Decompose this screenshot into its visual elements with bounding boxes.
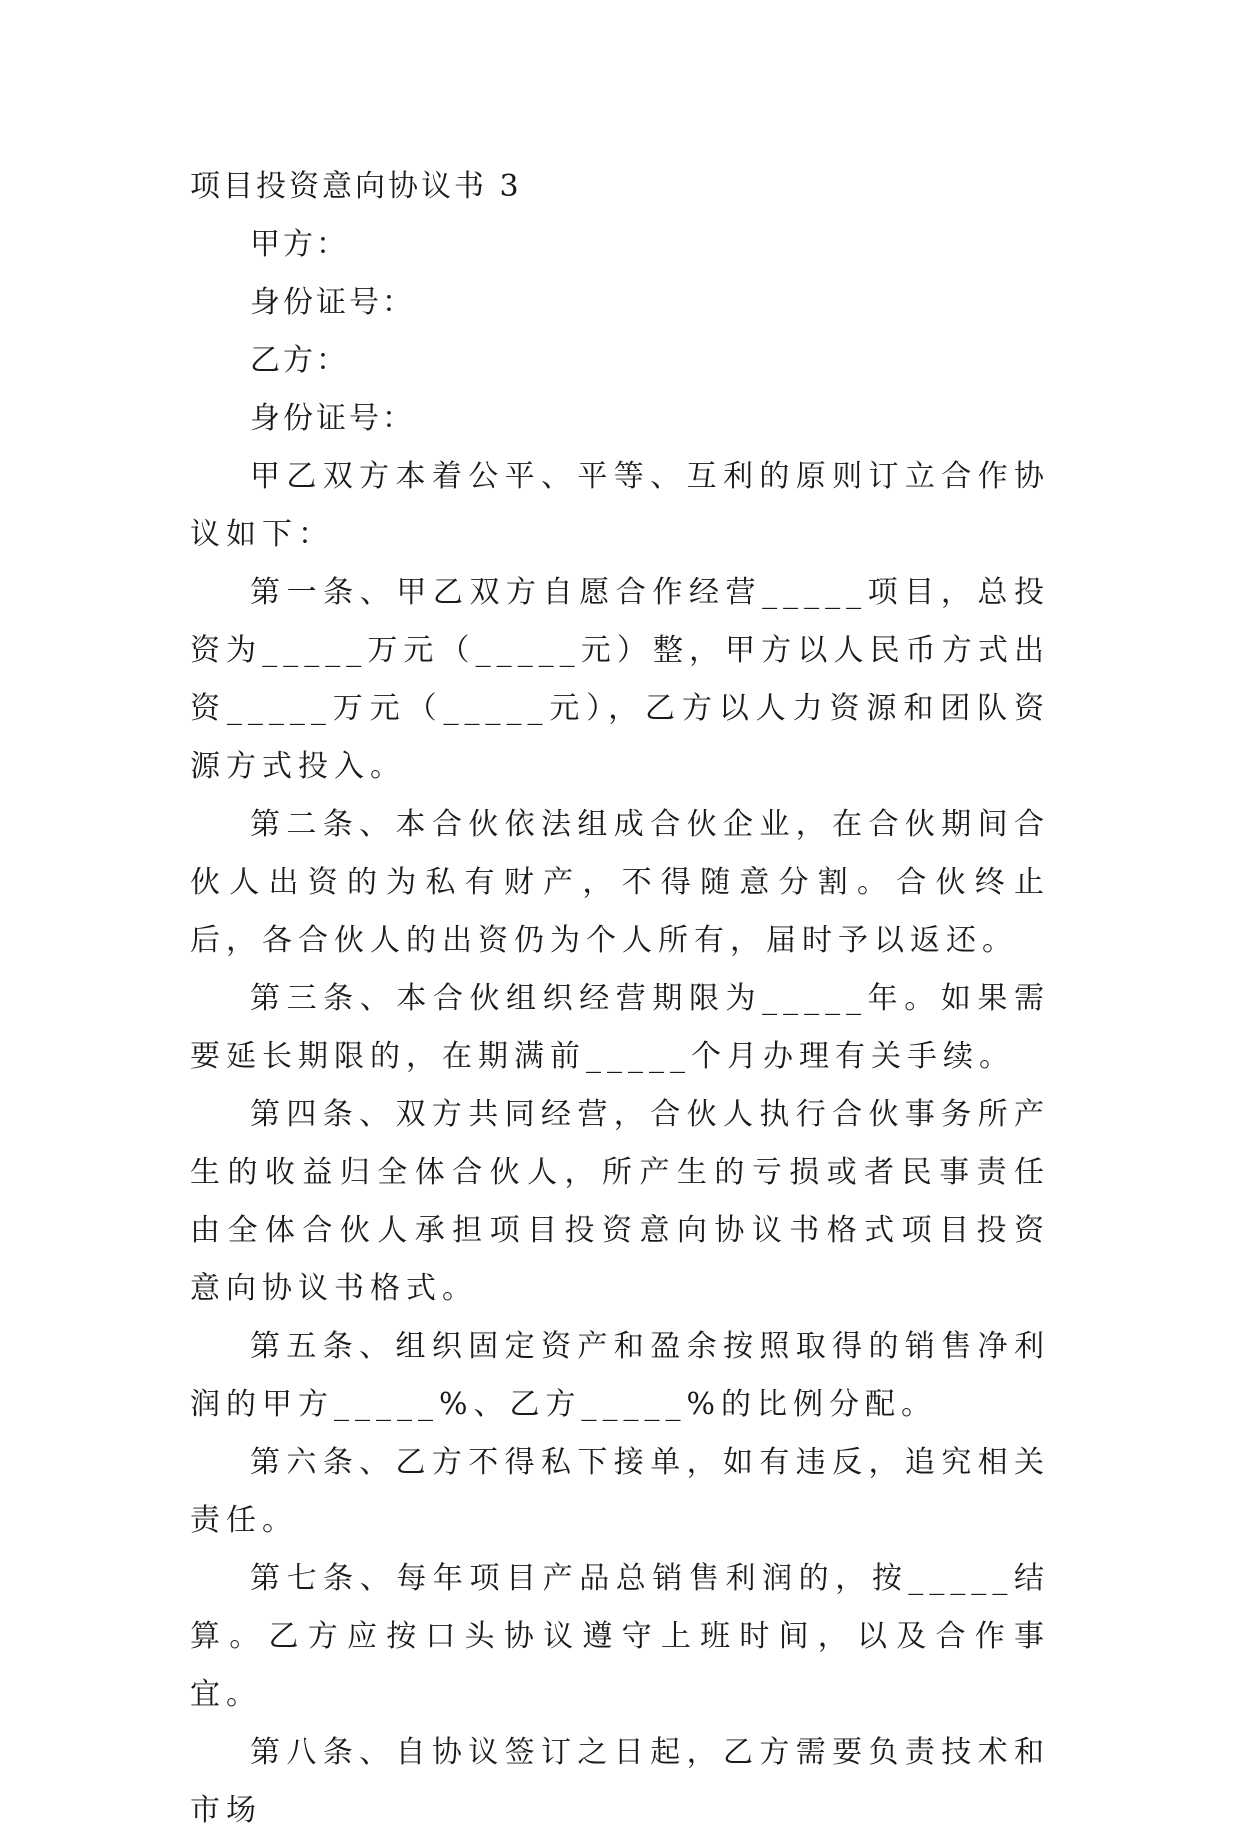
party-b-id-label: 身份证号： — [250, 401, 415, 436]
paragraph-article-5: 第五条、组织固定资产和盈余按照取得的销售净利润的甲方_____%、乙方_____%的比例分配。 — [190, 1329, 1050, 1422]
paragraph-article-8: 第八条、自协议签订之日起，乙方需要负责技术和市场 — [190, 1735, 1050, 1828]
paragraph-preamble: 甲乙双方本着公平、平等、互利的原则订立合作协议如下： — [190, 459, 1050, 552]
paragraph-article-1: 第一条、甲乙双方自愿合作经营_____项目，总投资为_____万元（_____元）整，甲方以人民币方式出资_____万元（_____元），乙方以人力资源和团队资源方式投入。 — [190, 575, 1050, 784]
paragraph-article-3: 第三条、本合伙组织经营期限为_____年。如果需要延长期限的，在期满前_____个月办理有关手续。 — [190, 981, 1050, 1074]
party-a-id-label: 身份证号： — [250, 285, 415, 320]
paragraph-article-4: 第四条、双方共同经营，合伙人执行合伙事务所产生的收益归全体合伙人，所产生的亏损或者民事责任由全体合伙人承担项目投资意向协议书格式项目投资意向协议书格式。 — [190, 1097, 1050, 1306]
party-a-label: 甲方： — [250, 227, 349, 262]
document-page — [190, 158, 1050, 1840]
paragraph-article-7: 第七条、每年项目产品总销售利润的，按_____结算。乙方应按口头协议遵守上班时间，以及合作事宜。 — [190, 1561, 1050, 1712]
document-title: 项目投资意向协议书 3 — [190, 169, 522, 204]
paragraph-article-6: 第六条、乙方不得私下接单，如有违反，追究相关责任。 — [190, 1445, 1050, 1538]
party-b-label: 乙方： — [250, 343, 349, 378]
paragraph-article-2: 第二条、本合伙依法组成合伙企业，在合伙期间合伙人出资的为私有财产，不得随意分割。合伙终止后，各合伙人的出资仍为个人所有，届时予以返还。 — [190, 807, 1050, 958]
